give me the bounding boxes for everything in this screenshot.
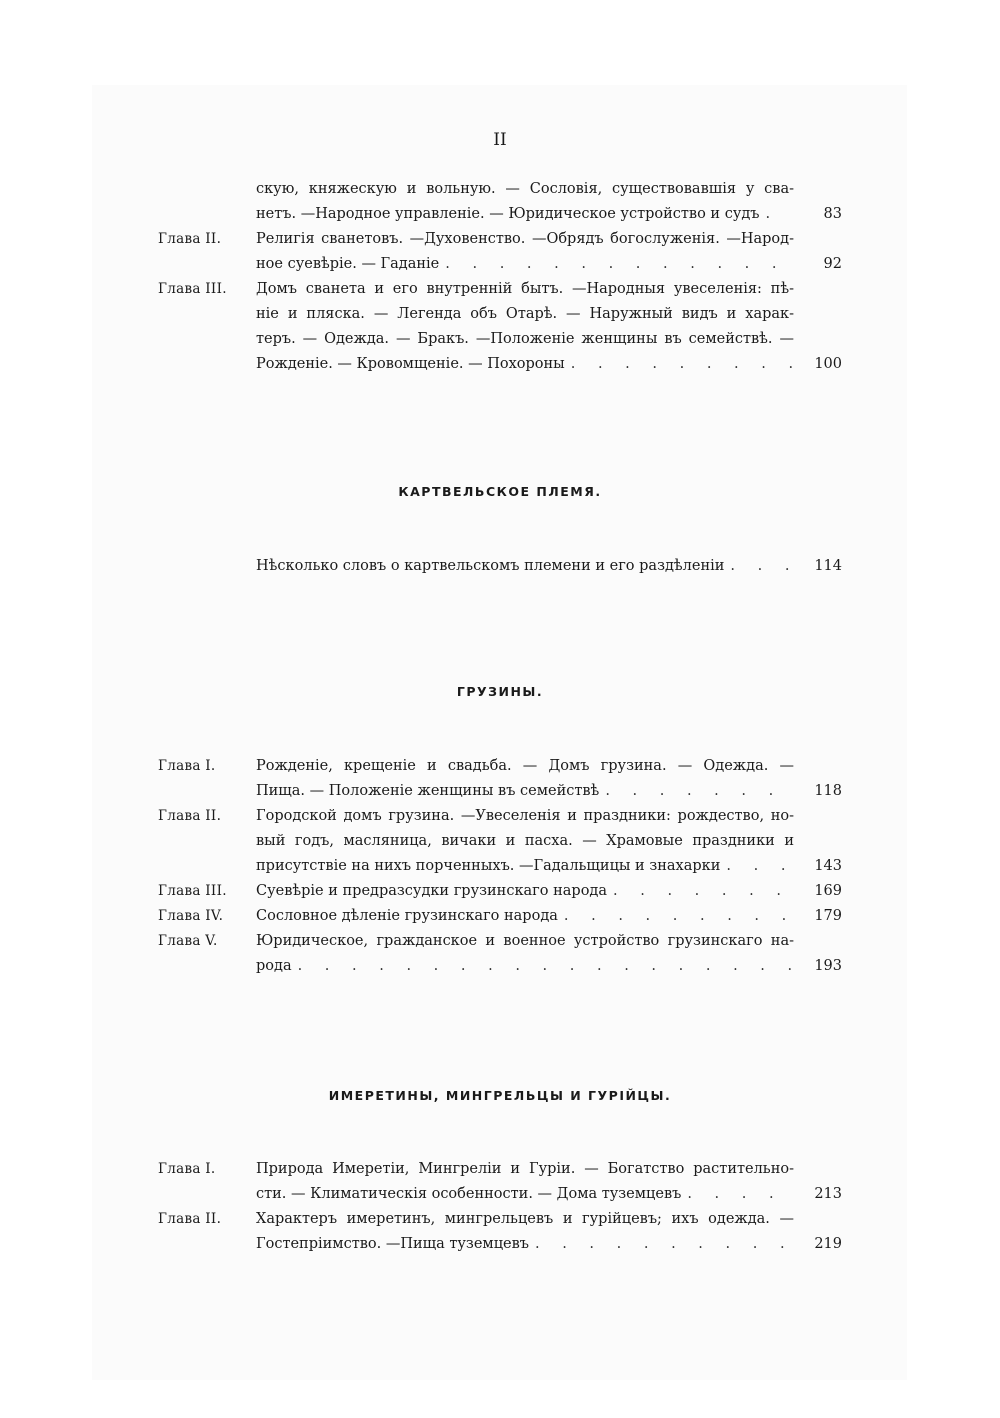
toc-entry xyxy=(0,929,1000,979)
entry-text: скую, княжескую и вольную. — Сословія, существовавшія у сва- xyxy=(256,181,794,197)
toc-entry-line xyxy=(0,1207,1000,1232)
toc-entry xyxy=(0,879,1000,904)
dot-leader xyxy=(445,252,794,277)
toc-entry xyxy=(0,754,1000,804)
chapter-label: Глава I. xyxy=(158,758,216,774)
dot-leader xyxy=(766,202,795,227)
toc-entry xyxy=(0,554,1000,579)
toc-entry-line xyxy=(0,554,1000,579)
toc-entry-line xyxy=(0,1182,1000,1207)
entry-text: вый годъ, масляница, вичаки и пасха. — Храмовые праздники и xyxy=(256,833,794,849)
dot-leader xyxy=(571,352,794,377)
toc-entry-line xyxy=(0,202,1000,227)
section-title-kartvelian: КАРТВЕЛЬСКОЕ ПЛЕМЯ. xyxy=(398,484,602,499)
chapter-label: Глава II. xyxy=(158,1211,222,1227)
toc-section-kartvelian xyxy=(0,554,1000,579)
entry-text: Природа Имеретіи, Мингреліи и Гуріи. — Богатство растительно- xyxy=(256,1161,794,1177)
dot-leader xyxy=(613,879,794,904)
chapter-label: Глава V. xyxy=(158,933,218,949)
page-ref: 169 xyxy=(814,883,842,899)
dot-leader xyxy=(535,1232,794,1257)
toc-entry-line xyxy=(0,854,1000,879)
toc-entry-line xyxy=(0,177,1000,202)
toc-entry xyxy=(0,1207,1000,1257)
entry-text: Гостепріимство. —Пища туземцевъ . . . xyxy=(256,1232,794,1257)
chapter-label: Глава I. xyxy=(158,1161,216,1177)
page-ref: 213 xyxy=(814,1186,842,1202)
page-ref: 219 xyxy=(814,1236,842,1252)
entry-text: Рожденіе, крещеніе и свадьба. — Домъ грузина. — Одежда. — xyxy=(256,758,794,774)
entry-text: нетъ. —Народное управленіе. — Юридическое устройство и судъ . . . xyxy=(256,202,794,227)
dot-leader xyxy=(730,554,794,579)
toc-entry-line xyxy=(0,804,1000,829)
page-ref: 193 xyxy=(814,958,842,974)
page-ref: 83 xyxy=(823,206,842,222)
entry-text: ное суевѣріе. — Гаданіе . . . xyxy=(256,252,794,277)
page-ref: 179 xyxy=(814,908,842,924)
toc-section-svanetians xyxy=(0,177,1000,377)
toc-entry-line xyxy=(0,352,1000,377)
toc-entry-line xyxy=(0,954,1000,979)
toc-entry-line xyxy=(0,904,1000,929)
toc-entry-line xyxy=(0,779,1000,804)
entry-text: Юридическое, гражданское и военное устройство грузинскаго на- xyxy=(256,933,794,949)
chapter-label: Глава III. xyxy=(158,883,227,899)
page-number: II xyxy=(493,130,507,150)
dot-leader xyxy=(726,854,794,879)
entry-text: Нѣсколько словъ о картвельскомъ племени и его раздѣленіи . . . xyxy=(256,554,794,579)
toc-entry xyxy=(0,1157,1000,1207)
entry-text: Суевѣріе и предразсудки грузинскаго народа . . . xyxy=(256,879,794,904)
entry-text: Характеръ имеретинъ, мингрельцевъ и гурійцевъ; ихъ одежда. — xyxy=(256,1211,794,1227)
entry-text: ніе и пляска. — Легенда объ Отарѣ. — Наружный видъ и харак- xyxy=(256,306,794,322)
toc-entry-line xyxy=(0,277,1000,302)
toc-section-georgians xyxy=(0,754,1000,979)
entry-text: Домъ сванета и его внутренній бытъ. —Народныя увеселенія: пѣ- xyxy=(256,281,794,297)
section-title-imeretians: ИМЕРЕТИНЫ, МИНГРЕЛЬЦЫ И ГУРІЙЦЫ. xyxy=(328,1088,672,1103)
toc-entry-line xyxy=(0,1232,1000,1257)
section-title-georgians: ГРУЗИНЫ. xyxy=(456,684,544,699)
chapter-label: Глава IV. xyxy=(158,908,224,924)
page-ref: 92 xyxy=(823,256,842,272)
entry-text: Пища. — Положеніе женщины въ семействѣ . . . xyxy=(256,779,794,804)
dot-leader xyxy=(605,779,794,804)
entry-text: теръ. — Одежда. — Бракъ. —Положеніе женщины въ семействѣ. — xyxy=(256,331,794,347)
dot-leader xyxy=(687,1182,794,1207)
entry-text: Городской домъ грузина. —Увеселенія и праздники: рождество, но- xyxy=(256,808,794,824)
toc-entry-line xyxy=(0,227,1000,252)
page-ref: 118 xyxy=(814,783,842,799)
entry-text: Религія сванетовъ. —Духовенство. —Обрядъ богослуженія. —Народ- xyxy=(256,231,794,247)
toc-entry-line xyxy=(0,879,1000,904)
toc-entry xyxy=(0,804,1000,879)
page-ref: 114 xyxy=(814,558,842,574)
toc-entry-line xyxy=(0,829,1000,854)
toc-entry-line xyxy=(0,929,1000,954)
chapter-label: Глава II. xyxy=(158,231,222,247)
dot-leader xyxy=(564,904,794,929)
toc-entry-line xyxy=(0,252,1000,277)
toc-entry xyxy=(0,277,1000,377)
entry-text: присутствіе на нихъ порченныхъ. —Гадальщицы и знахарки . . . xyxy=(256,854,794,879)
toc-entry-line xyxy=(0,327,1000,352)
toc-entry-line xyxy=(0,302,1000,327)
toc-entry xyxy=(0,227,1000,277)
toc-entry-line xyxy=(0,754,1000,779)
chapter-label: Глава II. xyxy=(158,808,222,824)
entry-text: Рожденіе. — Кровомщеніе. — Похороны . . . xyxy=(256,352,794,377)
toc-entry xyxy=(0,904,1000,929)
entry-text: рода . . . xyxy=(256,954,794,979)
dot-leader xyxy=(298,954,794,979)
toc-section-imeretians xyxy=(0,1157,1000,1257)
chapter-label: Глава III. xyxy=(158,281,227,297)
page-ref: 100 xyxy=(814,356,842,372)
page-ref: 143 xyxy=(814,858,842,874)
entry-text: сти. — Климатическія особенности. — Дома туземцевъ . . . xyxy=(256,1182,794,1207)
toc-entry-line xyxy=(0,1157,1000,1182)
entry-text: Сословное дѣленіе грузинскаго народа . . . xyxy=(256,904,794,929)
toc-entry xyxy=(0,177,1000,227)
